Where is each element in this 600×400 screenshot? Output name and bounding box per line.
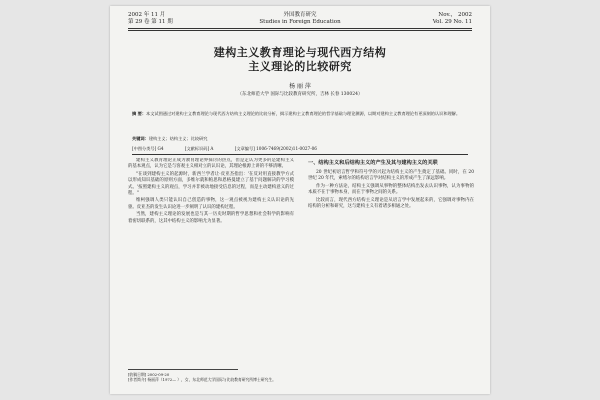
- received-date: [收稿日期] 2002-09-20: [128, 372, 170, 377]
- abstract: [132, 111, 468, 117]
- section-heading: 一、结构主义和后结构主义的产生及其与建构主义的关联: [308, 160, 438, 166]
- header-rule-bottom: [128, 30, 472, 31]
- body-paragraph: 比较而言，现代西方结构主义理论是从语言学中发展起来的，它强调对事物内在结构的分析和研究，这与建构主义有着诸多相通之处。: [308, 197, 474, 210]
- keywords-text: 建构主义；结构主义；比较研究: [148, 136, 208, 141]
- document-code: [文献标识码] A: [184, 146, 214, 151]
- author-bio: [作者简介] 杨丽萍（1972— ），女，东北师范大学国际与比较教育研究所博士研究生。: [128, 377, 276, 383]
- keywords-label: 关键词：: [132, 136, 149, 141]
- body-paragraph: 作为一种方法论，结构主义强调从事物的整体结构出发去认识事物，认为事物的本质不在于事物本身，而在于事物之间的关系。: [308, 183, 474, 196]
- body-paragraph: 当然，建构主义理论的发展也是与其一历史时期的哲学思想和社会科学的影响有着密切联系的，这其中结构主义的影响尤为显著。: [128, 212, 294, 224]
- abstract-label: 摘 要：: [132, 111, 147, 116]
- journal-page: [110, 6, 490, 394]
- author-name: 杨 丽 萍: [289, 83, 311, 90]
- body-column-right: [308, 158, 474, 363]
- meta-rule: [132, 154, 468, 155]
- body-paragraph: "在谈到建构主义的起源时，新西兰学者让·皮亚杰指出：'在反对用直接教学方式以形成知识基础的原则方面，多维尔就和帕思和恩格曼建立了基于问题解决的学习模式。'按照建构主义的观点，学习并非被动地接受信息的过程，而是主动建构意义的过程。": [128, 171, 294, 197]
- header-left: 2002 年 11 月 第 29 卷 第 11 期: [128, 12, 173, 25]
- article-title: 建构主义教育理论与现代西方结构 主义理论的比较研究: [213, 46, 387, 73]
- header-center: 外国教育研究 Studies in Foreign Education: [259, 12, 341, 25]
- classification-meta: [132, 146, 468, 152]
- abstract-text: 本文试图通过对建构主义教育理论与现代西方结构主义理论的比较分析，揭示建构主义教育理论的哲学基础与理论渊源，以期对建构主义教育理论有更深刻的认识和理解。: [146, 111, 461, 116]
- footnote: [128, 372, 348, 382]
- keywords: [132, 136, 468, 142]
- header-right: Nov.， 2002 Vol. 29 No. 11: [432, 12, 472, 25]
- header-rule-top: [128, 28, 472, 29]
- body-paragraph: 20 世纪初语言哲学和符号学的兴起为结构主义的产生奠定了基础。同时，在 20 世纪 20 年代，索绪尔的结构语言学对结构主义的形成产生了深远影响。: [308, 170, 474, 182]
- footnote-rule: [128, 369, 238, 370]
- body-column-left: [128, 158, 294, 363]
- body-paragraph: 建构主义教育理论正成为教育理论界探讨的热点，但是走认为更多的是建构主义的基本观点，认为它是与客观主义相对立的认识论，其理论根源上讲的不够清晰。: [128, 158, 294, 170]
- body-paragraph: 维柯强调人类只能认识自己创造的事物，这一观点被视为建构主义认识论的先驱。皮亚杰的发生认识论进一步阐明了认识的建构过程。: [128, 198, 294, 210]
- clc-code: [中图分类号] G4: [132, 146, 164, 151]
- article-id: [文章编号] 1006-7469(2002)11-0027-06: [234, 146, 317, 151]
- author-affiliation: （东北师范大学 国际与比较教育研究所，吉林 长春 130024）: [237, 92, 363, 97]
